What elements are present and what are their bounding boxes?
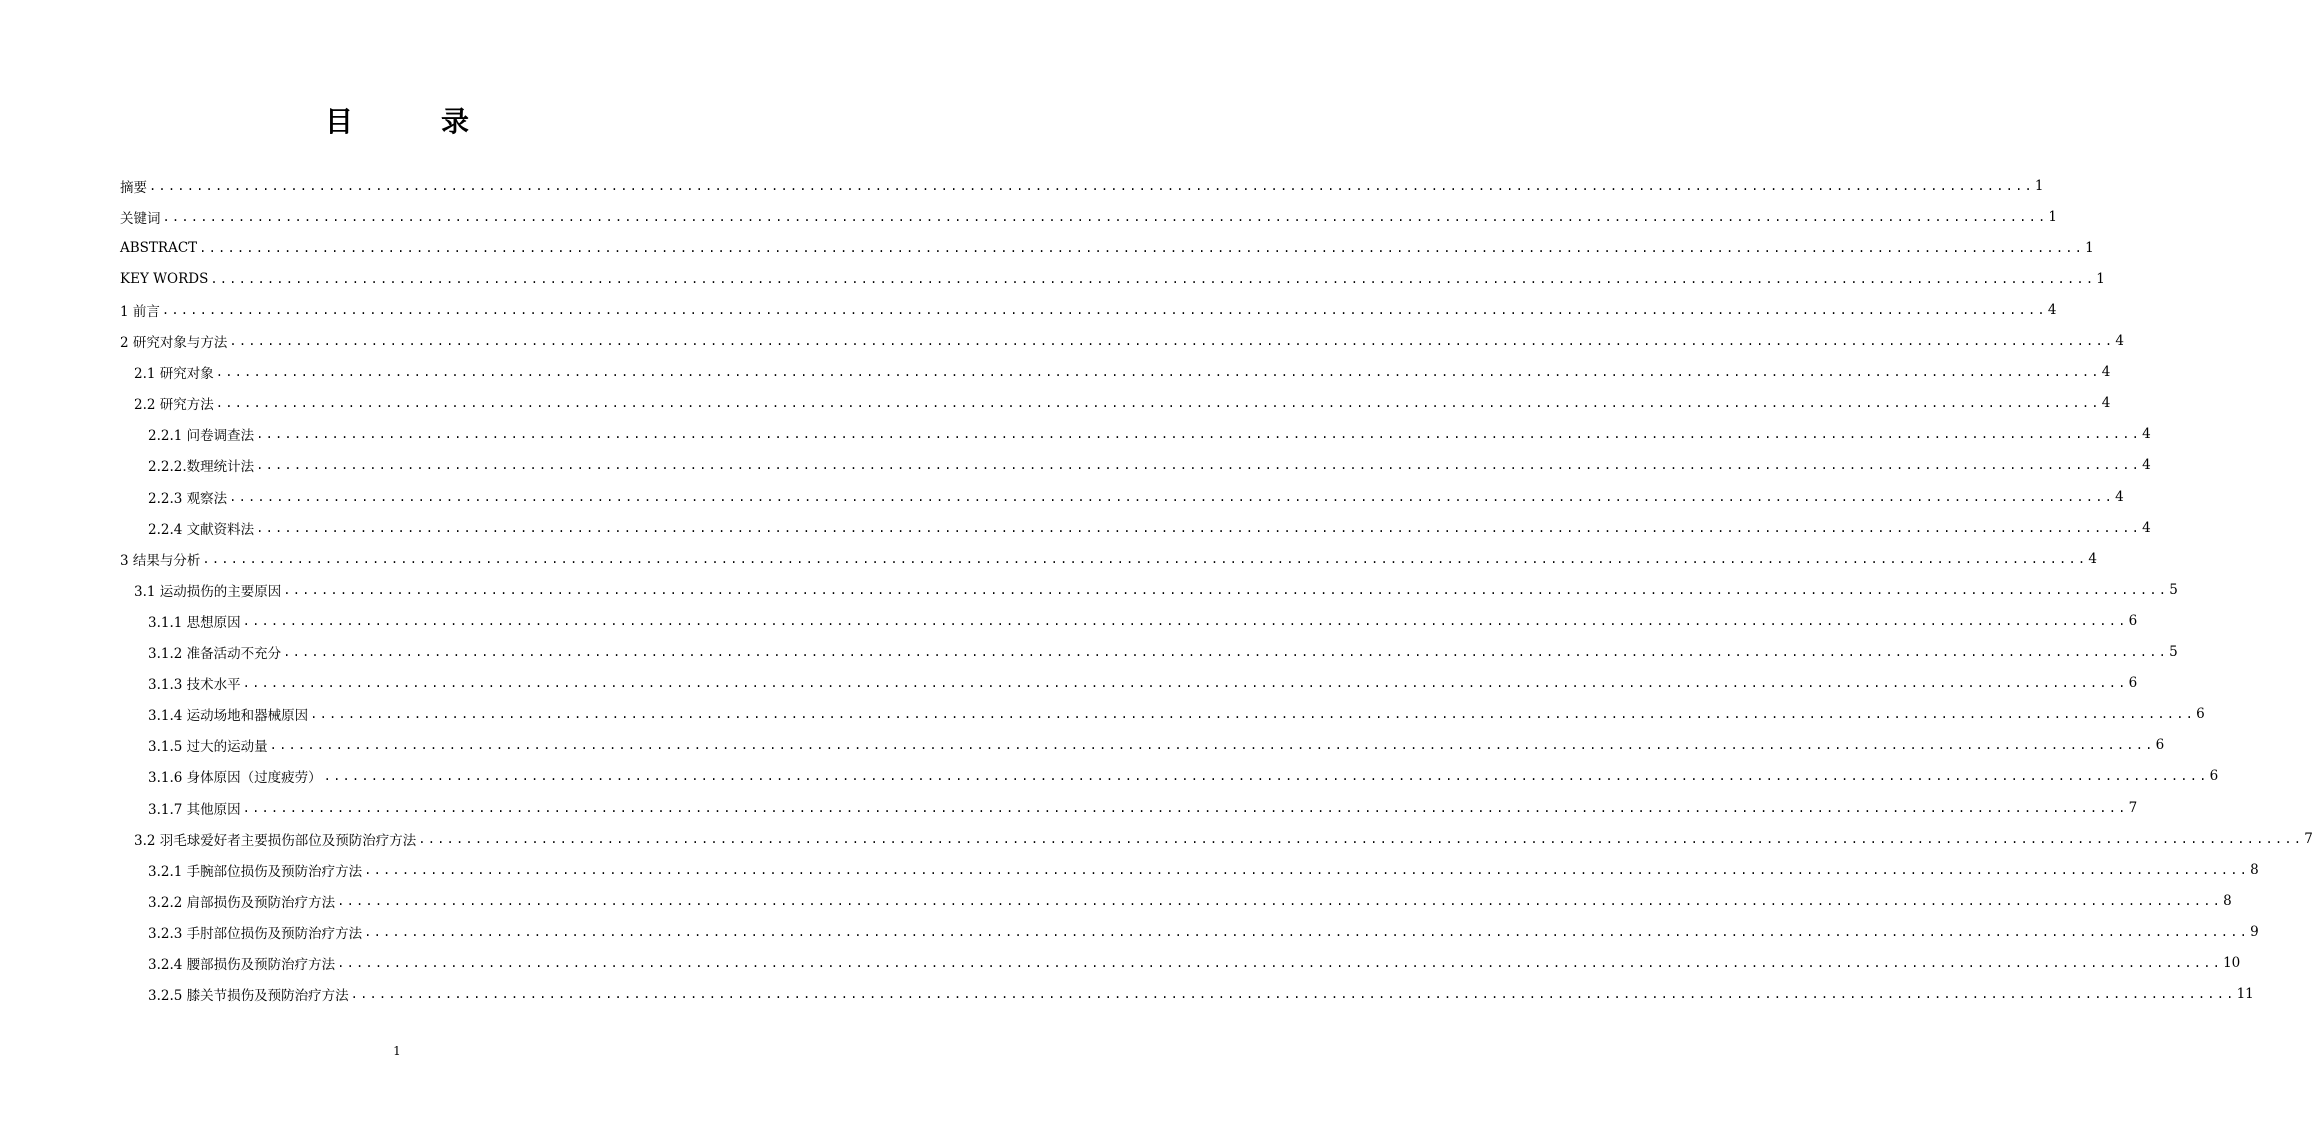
toc-entry-label: 3.2 羽毛球爱好者主要损伤部位及预防治疗方法 <box>134 832 417 849</box>
toc-leader-dots: ........................................................................................................................................................................................................ <box>337 956 2223 970</box>
toc-entry-label: 3.1.5 过大的运动量 <box>148 739 268 756</box>
toc-leader-dots: ........................................................................................................................................................................................................ <box>350 987 2236 1002</box>
toc-entry-label: 3.2.1 手腕部位损伤及预防治疗方法 <box>148 863 363 880</box>
toc-entry-label: 关键词 <box>120 210 161 227</box>
toc-entry-label: 3 结果与分析 <box>120 552 201 569</box>
toc-entry[interactable] <box>0 979 2254 1010</box>
toc-entry-label: 2.2.2.数理统计法 <box>148 459 255 476</box>
toc-leader-dots: ........................................................................................................................................................................................................ <box>242 613 2128 628</box>
toc-leader-dots: ........................................................................................................................................................................................................ <box>229 489 2115 504</box>
toc-entry-page-number: 6 <box>2128 675 2138 692</box>
toc-leader-dots: ........................................................................................................................................................................................................ <box>283 645 2169 659</box>
toc-entry[interactable] <box>0 450 2151 481</box>
toc-entry[interactable] <box>0 326 2124 357</box>
toc-entry-label: ABSTRACT <box>120 239 198 256</box>
toc-entry-label: 3.1.1 思想原因 <box>148 614 241 631</box>
toc-entry[interactable] <box>0 574 2178 605</box>
toc-entry-page-number: 5 <box>2169 644 2178 660</box>
toc-entry[interactable] <box>0 232 2094 263</box>
toc-entry[interactable] <box>0 885 2232 916</box>
toc-entry-page-number: 1 <box>2096 270 2105 287</box>
toc-entry-label: 3.1.4 运动场地和器械原因 <box>148 708 309 725</box>
toc-entry-page-number: 1 <box>2048 208 2058 225</box>
toc-entry-page-number: 11 <box>2236 986 2254 1003</box>
toc-entry-label: 2.1 研究对象 <box>134 366 214 383</box>
toc-leader-dots: ........................................................................................................................................................................................................ <box>283 582 2169 597</box>
toc-entry-page-number: 5 <box>2169 581 2178 598</box>
toc-leader-dots: ........................................................................................................................................................................................................ <box>310 707 2196 722</box>
page-title: 目 录 <box>324 105 499 138</box>
toc-entry-page-number: 9 <box>2250 923 2259 940</box>
toc-entry-page-number: 4 <box>2115 333 2124 349</box>
toc-entry-page-number: 4 <box>2115 488 2124 505</box>
toc-leader-dots: ........................................................................................................................................................................................................ <box>161 302 2047 317</box>
toc-leader-dots: ........................................................................................................................................................................................................ <box>418 831 2304 846</box>
toc-leader-dots: ........................................................................................................................................................................................................ <box>229 334 2115 348</box>
toc-leader-dots: ........................................................................................................................................................................................................ <box>269 738 2155 753</box>
toc-leader-dots: ........................................................................................................................................................................................................ <box>162 209 2048 224</box>
toc-entry-label: 3.2.4 腰部损伤及预防治疗方法 <box>148 957 336 973</box>
toc-entry-page-number: 8 <box>2223 892 2232 909</box>
toc-entry[interactable] <box>0 948 2241 979</box>
toc-entry-label: 3.1.7 其他原因 <box>148 801 241 818</box>
toc-leader-dots: ........................................................................................................................................................................................................ <box>256 427 2142 442</box>
toc-entry[interactable] <box>0 357 2111 388</box>
toc-leader-dots: ........................................................................................................................................................................................................ <box>199 240 2085 255</box>
toc-entry-label: 3.1.2 准备活动不充分 <box>148 646 282 662</box>
toc-entry-page-number: 4 <box>2101 395 2111 412</box>
toc-leader-dots: ........................................................................................................................................................................................................ <box>364 862 2250 877</box>
toc-entry-page-number: 6 <box>2128 612 2138 629</box>
toc-entry-label: 3.2.3 手肘部位损伤及预防治疗方法 <box>148 925 363 942</box>
toc-leader-dots: ........................................................................................................................................................................................................ <box>256 458 2142 473</box>
toc-entry-page-number: 7 <box>2304 830 2313 847</box>
toc-entry-page-number: 4 <box>2101 364 2111 381</box>
toc-entry-label: 3.1 运动损伤的主要原因 <box>134 583 282 600</box>
toc-entry-page-number: 10 <box>2223 955 2241 971</box>
toc-entry[interactable] <box>0 637 2178 668</box>
toc-entry[interactable] <box>0 512 2151 543</box>
page-footer-number: 1 <box>393 1044 401 1058</box>
toc-entry-label: 2.2.3 观察法 <box>148 490 228 507</box>
toc-entry[interactable] <box>0 605 2138 636</box>
toc-entry[interactable] <box>0 481 2124 512</box>
toc-entry[interactable] <box>0 792 2138 823</box>
toc-entry-label: 3.1.6 身体原因（过度疲劳） <box>148 770 322 787</box>
toc-entry[interactable] <box>0 263 2105 294</box>
toc-entry[interactable] <box>0 699 2205 730</box>
toc-entry[interactable] <box>0 170 2044 201</box>
toc-entry-label: 3.1.3 技术水平 <box>148 677 241 694</box>
toc-entry-label: 2.2 研究方法 <box>134 397 214 414</box>
toc-entry[interactable] <box>0 668 2138 699</box>
toc-entry[interactable] <box>0 761 2219 792</box>
toc-leader-dots: ........................................................................................................................................................................................................ <box>215 365 2101 380</box>
toc-entry-page-number: 6 <box>2196 706 2205 723</box>
toc-entry-label: 2 研究对象与方法 <box>120 335 228 351</box>
toc-leader-dots: ........................................................................................................................................................................................................ <box>323 769 2209 784</box>
toc-entry-label: 1 前言 <box>120 303 160 320</box>
toc-entry-label: 摘要 <box>120 179 147 196</box>
toc-entry-page-number: 6 <box>2209 768 2219 785</box>
toc-entry-page-number: 4 <box>2047 301 2057 318</box>
toc-entry-label: 2.2.1 问卷调查法 <box>148 428 255 445</box>
toc-entry[interactable] <box>0 543 2097 574</box>
toc-entry[interactable] <box>0 201 2058 232</box>
toc-entry[interactable] <box>0 730 2165 761</box>
toc-entry[interactable] <box>0 294 2057 325</box>
toc-entry[interactable] <box>0 419 2151 450</box>
toc-entry-page-number: 8 <box>2250 861 2259 878</box>
toc-leader-dots: ........................................................................................................................................................................................................ <box>202 551 2088 566</box>
toc-entry-page-number: 4 <box>2142 426 2151 443</box>
toc-entry-page-number: 1 <box>2085 239 2094 256</box>
toc-leader-dots: ........................................................................................................................................................................................................ <box>337 893 2223 908</box>
toc-entry-label: KEY WORDS <box>120 270 209 287</box>
toc-entry-label: 2.2.4 文献资料法 <box>148 521 255 538</box>
toc-leader-dots: ........................................................................................................................................................................................................ <box>242 800 2128 815</box>
toc-leader-dots: ........................................................................................................................................................................................................ <box>364 924 2250 939</box>
toc-entry-page-number: 4 <box>2088 550 2097 567</box>
toc-leader-dots: ........................................................................................................................................................................................................ <box>256 520 2142 535</box>
toc-entry[interactable] <box>0 823 2313 854</box>
toc-leader-dots: ........................................................................................................................................................................................................ <box>215 396 2101 411</box>
toc-entry-label: 3.2.2 肩部损伤及预防治疗方法 <box>148 894 336 911</box>
toc-entry-label: 3.2.5 膝关节损伤及预防治疗方法 <box>148 988 349 1005</box>
toc-leader-dots: ........................................................................................................................................................................................................ <box>242 676 2128 691</box>
toc-leader-dots: ........................................................................................................................................................................................................ <box>149 178 2034 193</box>
toc-entry-page-number: 7 <box>2128 799 2138 816</box>
toc-entry-page-number: 1 <box>2034 177 2044 194</box>
toc-entry[interactable] <box>0 854 2259 885</box>
toc-leader-dots: ........................................................................................................................................................................................................ <box>210 271 2096 286</box>
toc-entry-page-number: 4 <box>2142 457 2151 474</box>
toc-entry-page-number: 6 <box>2155 737 2165 754</box>
toc-entry-page-number: 4 <box>2142 519 2151 536</box>
toc-entry[interactable] <box>0 916 2259 947</box>
toc-entry[interactable] <box>0 388 2111 419</box>
